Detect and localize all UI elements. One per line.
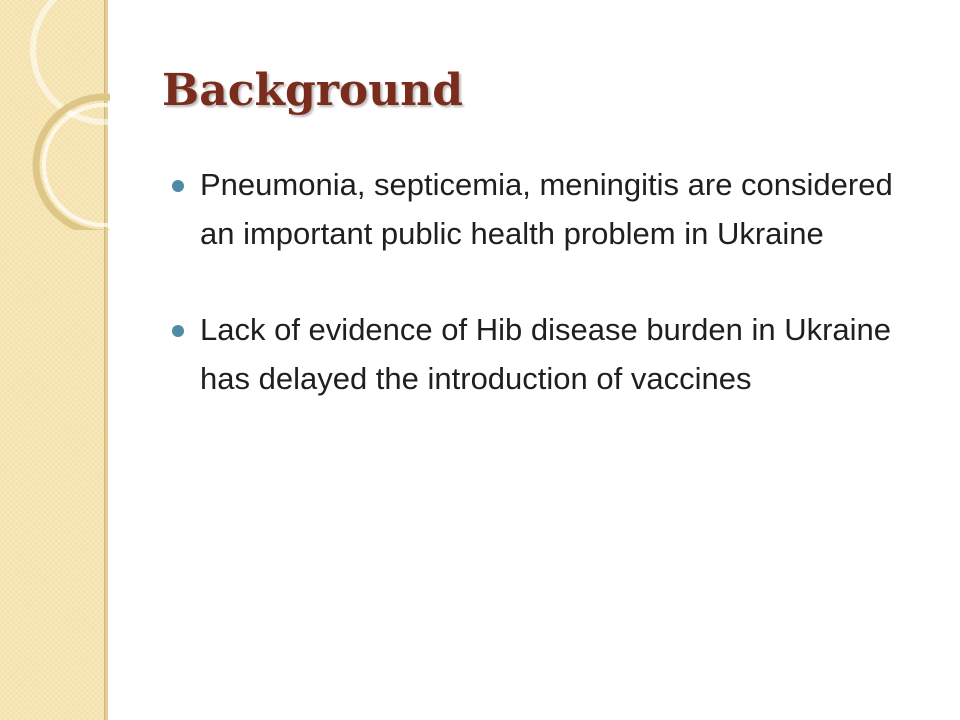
slide-title: Background [162, 65, 464, 116]
bullet-list [172, 160, 932, 403]
decorative-circles-icon [0, 0, 110, 230]
bullet-marker-icon [172, 325, 184, 337]
bullet-item [172, 305, 932, 403]
bullet-marker-icon [172, 180, 184, 192]
bullet-item [172, 160, 932, 258]
bullet-text: Lack of evidence of Hib disease burden in Ukraine has delayed the introduction of vaccines [200, 312, 892, 396]
bullet-text: Pneumonia, septicemia, meningitis are considered an important public health problem in Ukraine [200, 167, 893, 251]
